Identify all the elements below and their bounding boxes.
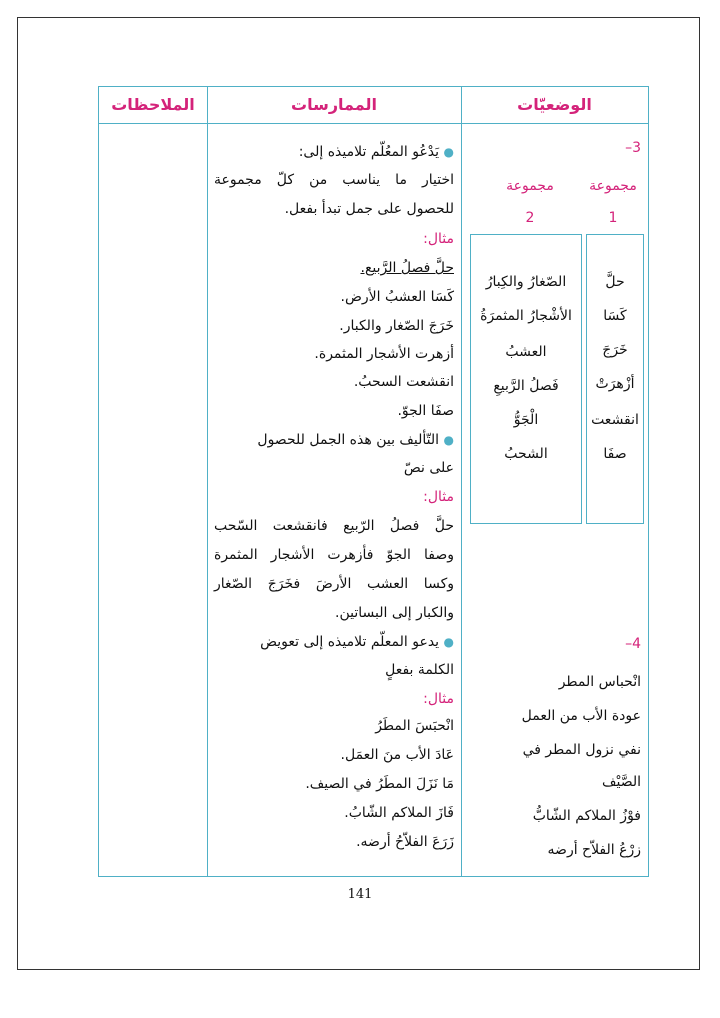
- example-label-3: مثال:: [423, 691, 454, 707]
- example-1-line: خَرَجَ الصّغار والكبار.: [339, 318, 454, 334]
- header-practices: الممارسات: [291, 95, 377, 114]
- situation-4-line: فوْزُ الملاكم الشّابُّ: [532, 808, 641, 824]
- practice-bullet-3-line-1: يدعو المعلّم تلاميذه إلى تعويض: [260, 634, 440, 650]
- page-number: 141: [347, 887, 373, 902]
- group-1-verb: حلَّ: [605, 274, 625, 290]
- group-2-number: 2: [525, 210, 535, 226]
- group-1-verb: خَرَجَ: [602, 342, 628, 358]
- practice-bullet-2-line-1: التّأليف بين هذه الجمل للحصول: [257, 432, 440, 448]
- header-divider: [99, 123, 648, 124]
- example-1-line: حلَّ فصلُ الرَّبيع.: [360, 260, 454, 276]
- example-1-line: كَسَا العشبُ الأرض.: [340, 289, 454, 305]
- group-2-noun: الشحبُ: [504, 446, 548, 462]
- example-3-line: زَرَعَ الفلاّحُ أرضه.: [356, 834, 454, 850]
- situation-4-line: انْحباس المطر: [558, 674, 641, 690]
- header-notes: الملاحظات: [111, 95, 195, 114]
- example-2-line: وكسا العشب الأرضَ فخَرَجَ الصّغار: [214, 576, 454, 592]
- group-1-label: مجموعة: [589, 178, 637, 194]
- bullet-icon: ●: [443, 635, 454, 649]
- group-1-verb: انقشعت: [591, 412, 639, 428]
- group-1-number: 1: [608, 210, 618, 226]
- example-1-line: أزهرت الأشجار المثمرة.: [314, 346, 454, 362]
- header-situations: الوضعيّات: [517, 95, 592, 114]
- group-2-noun: فَصلُ الرَّبيعِ: [493, 378, 559, 394]
- column-divider: [461, 87, 462, 876]
- situation-4-line: نفي نزول المطر في: [522, 742, 641, 758]
- example-3-line: فَازَ الملاكم الشّابُ.: [344, 805, 454, 821]
- example-3-line: عَادَ الأب منَ العمَل.: [340, 747, 454, 763]
- example-2-line: حلَّ فصلُ الرّبيع فانقشعت السّحب: [214, 518, 454, 534]
- bullet-icon: ●: [443, 433, 454, 447]
- practice-bullet-1-line-3: للحصول على جمل تبدأ بفعل.: [284, 201, 454, 217]
- group-2-noun: الأشْجارُ المثمرَةُ: [480, 308, 572, 324]
- example-3-line: مَا نَزَلَ المطَرُ في الصيف.: [305, 776, 454, 792]
- situation-4-line: الصَّيْف: [601, 774, 641, 790]
- example-3-line: انْحبَسَ المطَرُ: [375, 718, 454, 734]
- example-2-line: وصفا الجوّ فأزهرت الأشجار المثمرة: [214, 547, 454, 563]
- group-2-label: مجموعة: [506, 178, 554, 194]
- group-1-verb: كَسَا: [603, 308, 627, 324]
- practice-bullet-1-line-2: اختيار ما يناسب من كلّ مجموعة: [214, 172, 454, 188]
- example-1-line: انقشعت السحبُ.: [353, 374, 454, 390]
- example-2-line: والكبار إلى البساتين.: [335, 605, 454, 621]
- group-2-noun: الصّغارُ والكِبارُ: [485, 274, 567, 290]
- practice-bullet-2-line-2: على نصّ: [403, 460, 454, 476]
- example-1-line: صفَا الجوّ.: [397, 403, 454, 419]
- group-2-noun: الْجَوُّ: [513, 412, 539, 428]
- situation-4-number: 4–: [625, 636, 641, 652]
- bullet-icon: ●: [443, 145, 454, 159]
- group-1-verb: أزْهرَتْ: [595, 376, 635, 392]
- situation-4-line: زرْعُ الفلاّح أرضه: [547, 842, 641, 858]
- practice-bullet-1-line-1: يَدْعُو المعُلّم تلاميذه إلى:: [298, 144, 440, 160]
- example-label-1: مثال:: [423, 231, 454, 247]
- group-1-verb: صفَا: [603, 446, 627, 462]
- practice-bullet-3-line-2: الكلمة بفعلٍ: [385, 662, 454, 678]
- example-label-2: مثال:: [423, 489, 454, 505]
- group-2-noun: العشبُ: [505, 344, 547, 360]
- situation-3-number: 3–: [625, 140, 641, 156]
- situation-4-line: عودة الأب من العمل: [521, 708, 641, 724]
- column-divider: [207, 87, 208, 876]
